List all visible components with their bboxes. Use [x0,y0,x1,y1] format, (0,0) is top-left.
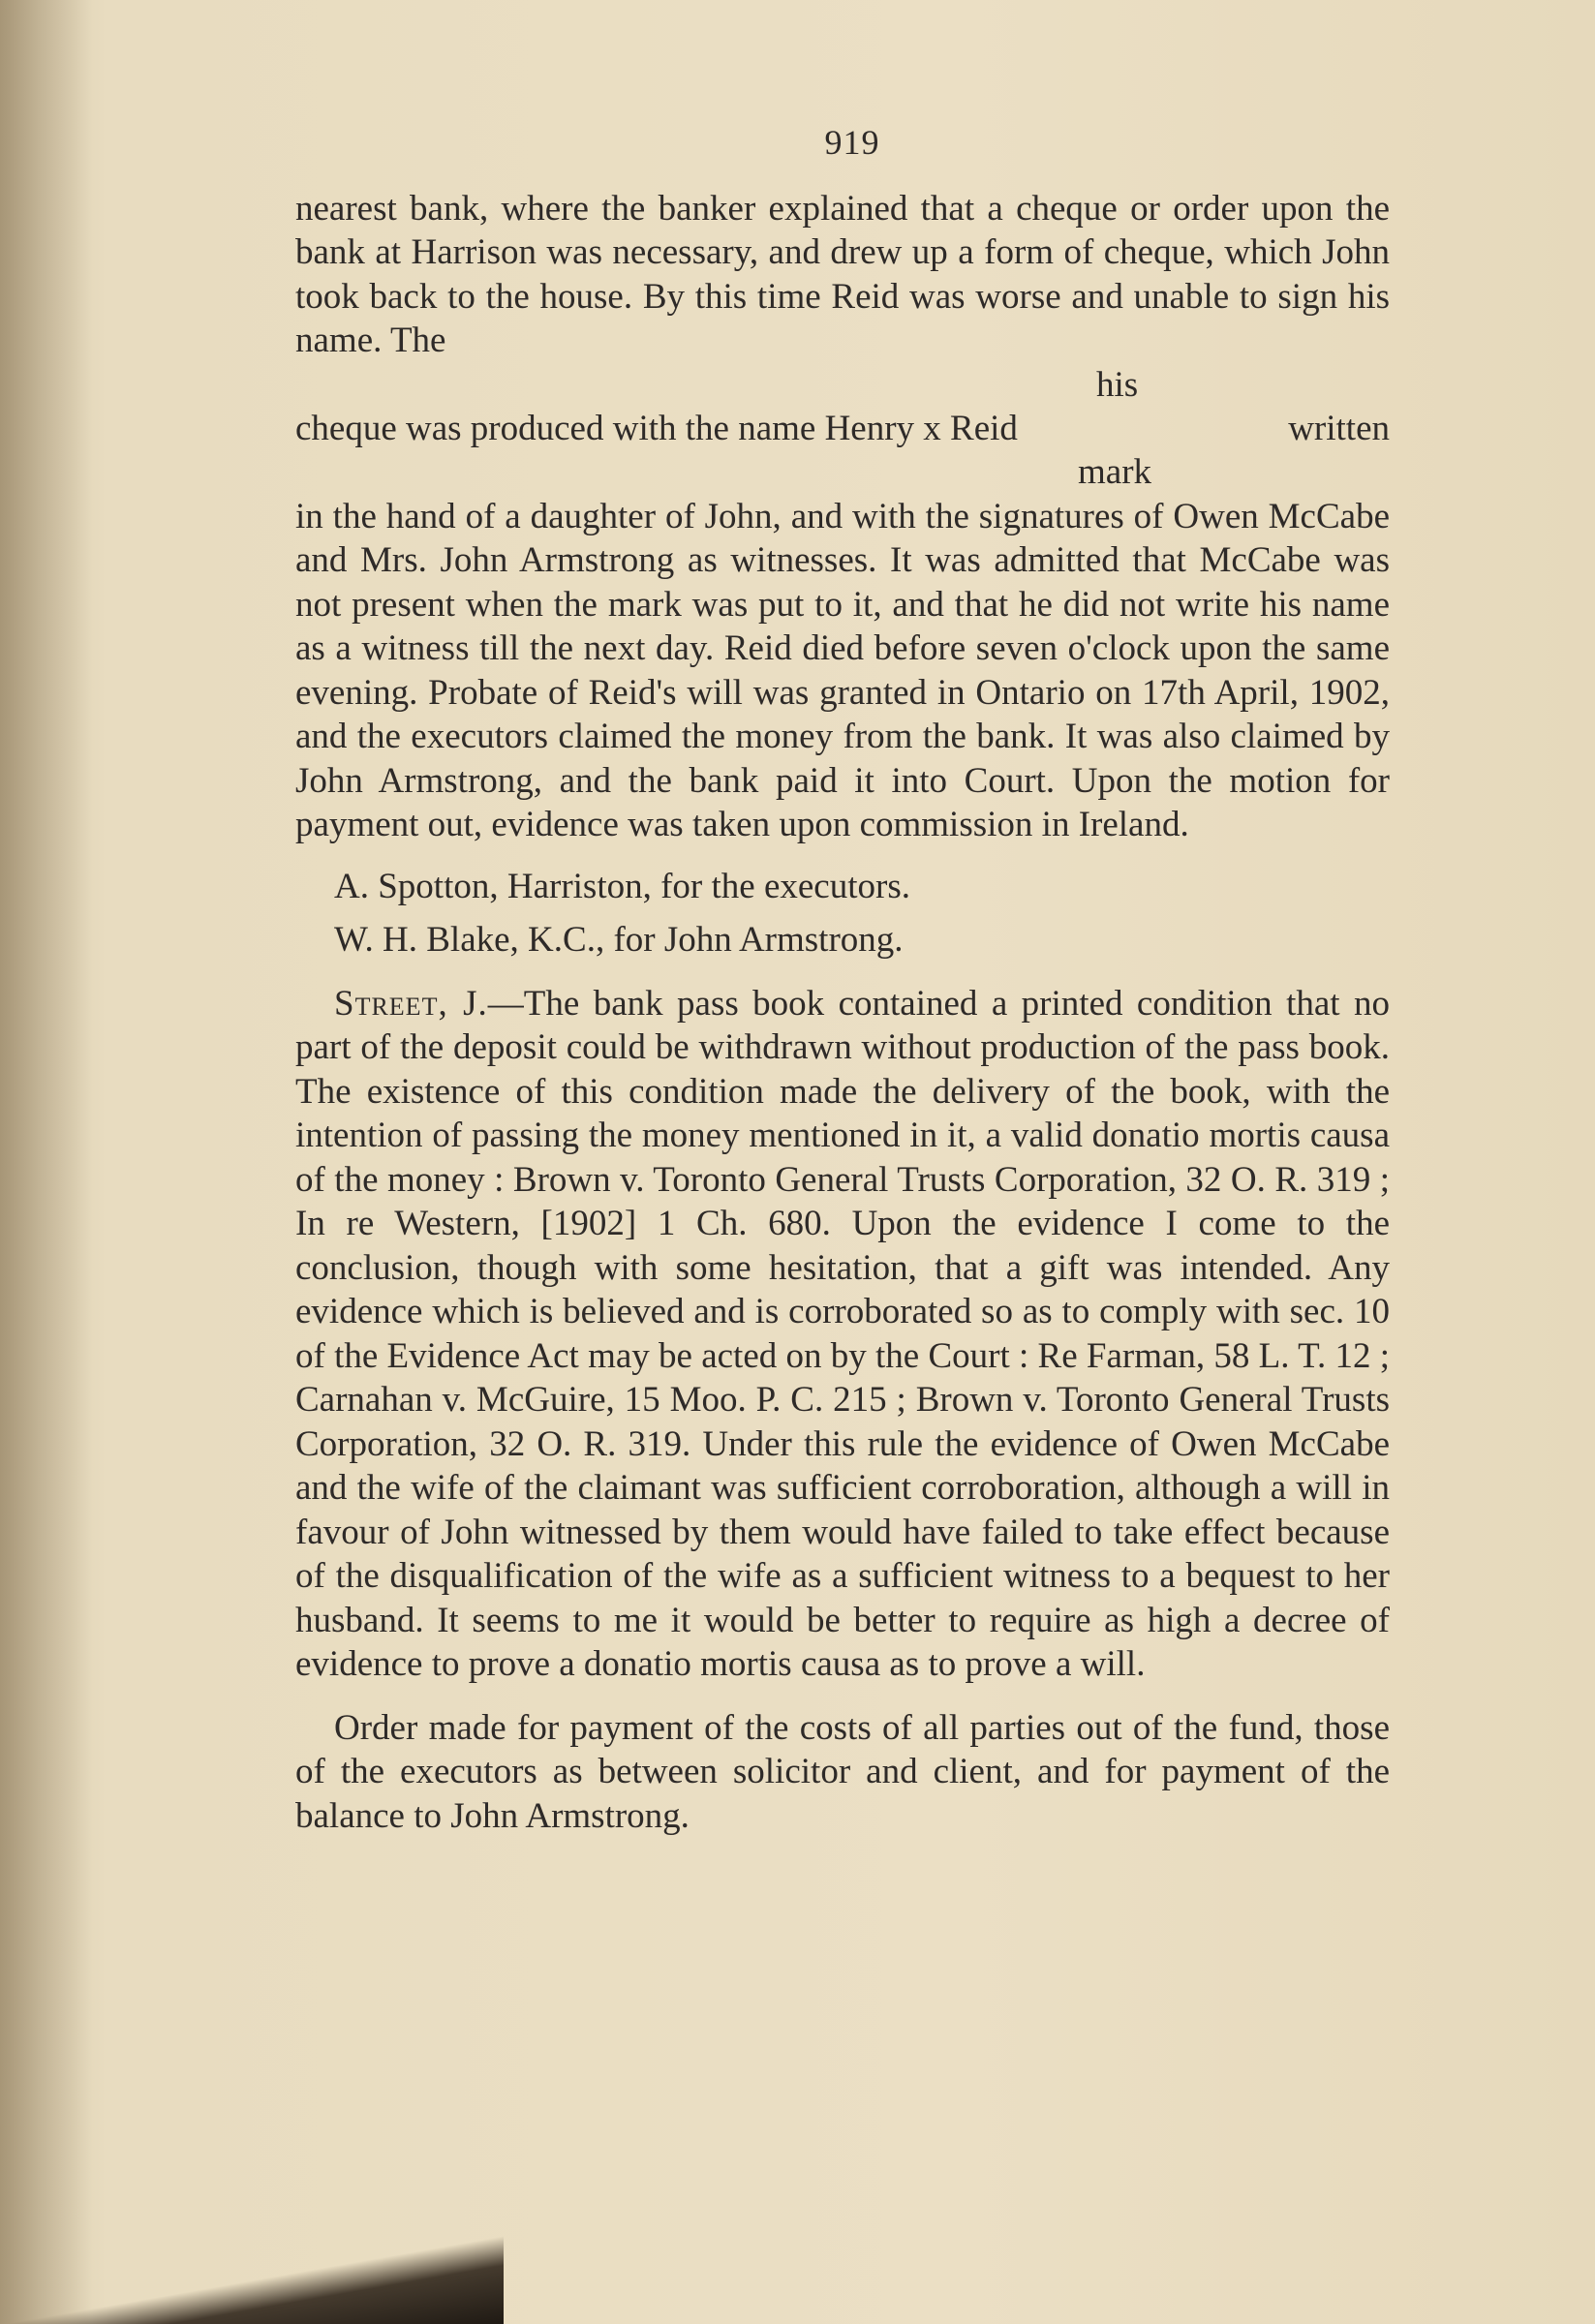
order-paragraph: Order made for payment of the costs of all parties out of the fund, those of the executors as between solicitor and client, and for payment of the balance to John Armstrong. [295,1707,1390,1836]
bottom-edge-shadow [0,2217,504,2324]
judgment-paragraph [295,982,1390,1687]
spacer [295,1687,1390,1706]
page-number: 919 [824,123,880,162]
counsel-line-armstrong: W. H. Blake, K.C., for John Armstrong. [334,920,904,960]
judgment-text: —The bank pass book contained a printed condition that no part of the deposit could be withdrawn without production of the pass book. The existence of this condition made the delivery of the book, with the intention of passing the money mentioned in it, a valid donatio mortis causa of the money : Brown v. Toronto General Trusts Corporation, 32 O. R. 319 ; In re Western, [1902] 1 Ch. 680. Upon the evidence I come to the conclusion, though with some hesitation, that a gift was intended. Any evidence which is believed and is corroborated so as to comply with sec. 10 of the Evidence Act may be acted on by the Court : Re Farman, 58 L. T. 12 ; Carnahan v. McGuire, 15 Moo. P. C. 215 ; Brown v. Toronto General Trusts Corporation, 32 O. R. 319. Under this rule the evidence of Owen McCabe and the wife of the claimant was sufficient corroboration, although a will in favour of John witnessed by them would have failed to take effect because of the disqualification of the wife as a sufficient witness to a bequest to her husband. It seems to me it would be better to require as high a decree of evidence to prove a donatio mortis causa as to prove a will. [295,983,1390,1684]
counsel-line-executors: A. Spotton, Harriston, for the executors. [334,866,910,906]
mark-below-text: mark [1078,451,1152,492]
signature-mark-block [295,363,1390,495]
document-body [295,121,1390,1838]
mark-main-line [295,407,1390,450]
mark-right-text: written [1288,408,1390,448]
mark-above-text: his [1096,364,1139,405]
opening-paragraph: nearest bank, where the banker explained that a cheque or order upon the bank at Harrison was necessary, and drew up a form of cheque, which John took back to the house. By this time Reid was worse and unable to sign his name. The [295,188,1390,360]
continuation-paragraph: in the hand of a daughter of John, and with the signatures of Owen McCabe and Mrs. John Armstrong as witnesses. It was admitted that McCabe was not present when the mark was put to it, and that he did not write his name as a witness till the next day. Reid died before seven o'clock upon the same evening. Probate of Reid's will was granted in Ontario on 17th April, 1902, and the executors claimed the money from the bank. It was also claimed by John Armstrong, and the bank paid it into Court. Upon the motion for payment out, evidence was taken upon commission in Ireland. [295,496,1390,844]
mark-left-text: cheque was produced with the name Henry x Reid [295,408,1018,448]
judge-name: Street, J. [334,983,488,1024]
binding-shadow [0,0,92,2324]
spacer [295,963,1390,982]
